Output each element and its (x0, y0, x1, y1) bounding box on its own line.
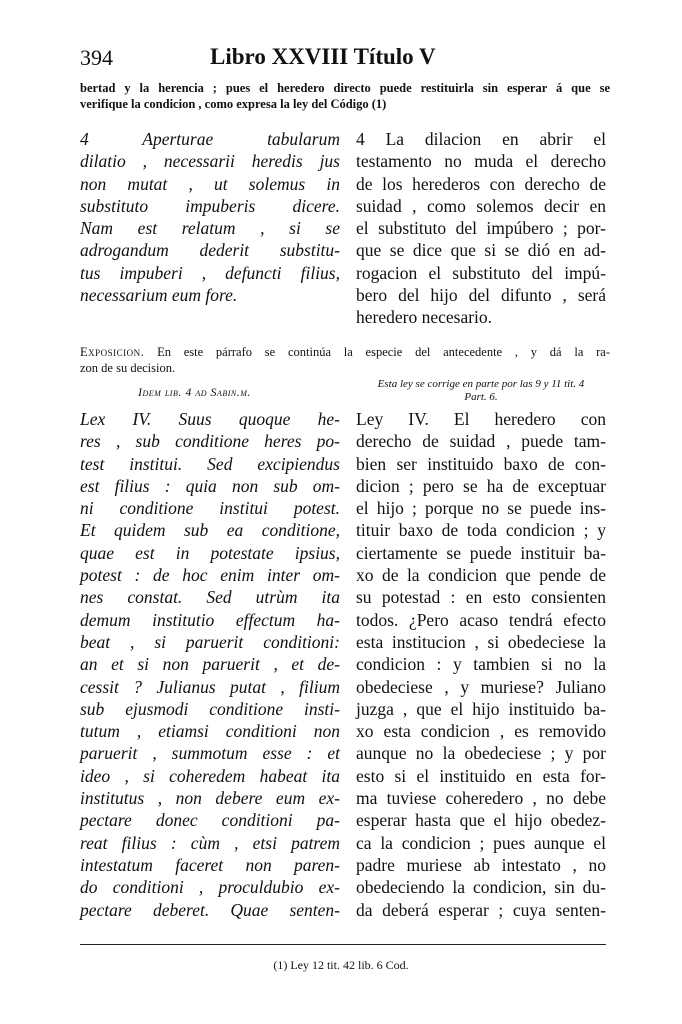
spanish-line: esperar hasta que el hijo obedez- (356, 810, 606, 831)
source-citation-right (356, 378, 606, 404)
latin-line: reat filius : cùm , etsi patrem (80, 832, 340, 853)
spanish-line: xo de la condicion que pende de (356, 565, 606, 586)
latin-line: do conditioni , proculdubio ex- (80, 877, 340, 898)
exposicion-line: zon de su decision. (80, 361, 176, 375)
source-citation-left: Idem lib. 4 ad Sabin.m. (138, 385, 251, 399)
spanish-line: obedeciese , y muriese? Juliano (356, 676, 606, 697)
latin-line: tus impuberi , defuncti filius, (80, 262, 340, 283)
latin-line: potest : de hoc enim inter om- (80, 565, 340, 586)
spanish-line: su potestad : en esto consienten (356, 587, 606, 608)
exposicion-label: Exposicion. (80, 345, 145, 359)
latin-line: adrogandum dederit substitu- (80, 240, 340, 261)
spanish-line: da deberá esperar ; cuya senten- (356, 899, 606, 920)
section4-latin (80, 128, 340, 306)
latin-line: sub ejusmodi conditione insti- (80, 698, 340, 719)
lex4-spanish (356, 408, 606, 921)
top-note (80, 80, 610, 112)
latin-line: necessarium eum fore. (80, 285, 238, 306)
spanish-line: tituir baxo de toda condicion ; y (356, 520, 606, 541)
latin-line: nes constat. Sed utrùm ita (80, 587, 340, 608)
latin-line: test institui. Sed excipiendus (80, 453, 340, 474)
spanish-line: bero del hijo del difunto , será (356, 285, 606, 306)
latin-line: pectare donec conditioni pa- (80, 810, 340, 831)
spanish-line: esto si el instituido en esta for- (356, 765, 606, 786)
latin-line: est filius : quia non sub om- (80, 475, 340, 496)
top-note-line: bertad y la herencia ; pues el heredero directo puede restituirla sin esperar á que se (80, 81, 610, 95)
spanish-line: 4 La dilacion en abrir el (356, 129, 606, 149)
running-head: Libro XXVIII Título V (210, 44, 436, 69)
latin-line: intestatum faceret non paren- (80, 854, 340, 875)
latin-line: cessit ? Julianus putat , filium (80, 676, 340, 697)
latin-line: 4 Aperturae tabularum (80, 129, 340, 149)
spanish-line: esta institucion , si obedeciese la (356, 631, 606, 652)
spanish-line: obedeciendo la condicion, sin du- (356, 877, 606, 898)
latin-line: Nam est relatum , si se (80, 218, 340, 239)
spanish-line: padre muriese ab intestato , no (356, 854, 606, 875)
page-number: 394 (80, 45, 113, 70)
latin-line: institutus , non debere eum ex- (80, 788, 340, 809)
spanish-line: dicion ; pero se ha de exceptuar (356, 475, 606, 496)
section4-spanish (356, 128, 606, 329)
latin-line: substituto impuberis dicere. (80, 195, 340, 216)
exposicion-text: En este párrafo se continúa la especie del antecedente , y dá la ra- (157, 345, 611, 359)
latin-line: beat , si paruerit conditioni: (80, 631, 340, 652)
spanish-line: el substituto del impúbero ; por- (356, 218, 606, 239)
spanish-line: que se dice que si se dió en ad- (356, 240, 606, 261)
lex4-latin (80, 408, 340, 921)
latin-line: res , sub conditione heres po- (80, 431, 340, 452)
exposicion-line (80, 344, 610, 360)
latin-line: non mutat , ut solemus in (80, 173, 340, 194)
spanish-line: xo esta condicion , es removido (356, 721, 606, 742)
footnote: (1) Ley 12 tit. 42 lib. 6 Cod. (273, 958, 409, 972)
spanish-line: suidad , como solemos decir en (356, 195, 606, 216)
spanish-line: juzga , que el hijo instituido ba- (356, 698, 606, 719)
latin-line: Lex IV. Suus quoque he- (80, 409, 340, 429)
spanish-line: de los herederos con derecho de (356, 173, 606, 194)
latin-line: Et quidem sub ea conditione, (80, 520, 340, 541)
latin-line: tutum , etiamsi conditioni non (80, 721, 340, 742)
spanish-line: condicion : y tambien si no la (356, 654, 606, 675)
spanish-line: bien ser instituido baxo de con- (356, 453, 606, 474)
spanish-line: ca la condicion ; pues aunque el (356, 832, 606, 853)
spanish-line: heredero necesario. (356, 307, 493, 328)
exposicion (80, 344, 610, 376)
footnote-rule (80, 944, 606, 945)
latin-line: quae est in potestate ipsius, (80, 542, 340, 563)
latin-line: ideo , si coheredem habeat ita (80, 765, 340, 786)
latin-line: ni conditione institui potest. (80, 498, 340, 519)
spanish-line: Ley IV. El heredero con (356, 409, 606, 429)
latin-line: demum institutio effectum ha- (80, 609, 340, 630)
spanish-line: todos. ¿Pero acaso tendrá efecto (356, 609, 606, 630)
spanish-line: rogacion el substituto del impú- (356, 262, 606, 283)
latin-line: pectare deberet. Quae senten- (80, 899, 340, 920)
source-note-line: Esta ley se corrige en parte por las 9 y 11 tit. 4 (377, 378, 585, 390)
spanish-line: ma tuviese coheredero , no debe (356, 788, 606, 809)
top-note-line: verifique la condicion , como expresa la ley del Código (1) (80, 97, 387, 111)
spanish-line: aunque no la obedeciese ; y por (356, 743, 606, 764)
source-note-line: Part. 6. (464, 391, 498, 403)
latin-line: an et si non paruerit , et de- (80, 654, 340, 675)
latin-line: paruerit , summotum esse : et (80, 743, 340, 764)
spanish-line: ciertamente se puede instituir ba- (356, 542, 606, 563)
spanish-line: el hijo ; porque no se puede ins- (356, 498, 606, 519)
spanish-line: derecho de suidad , puede tam- (356, 431, 606, 452)
latin-line: dilatio , necessarii heredis jus (80, 151, 340, 172)
spanish-line: testamento no muda el derecho (356, 151, 606, 172)
